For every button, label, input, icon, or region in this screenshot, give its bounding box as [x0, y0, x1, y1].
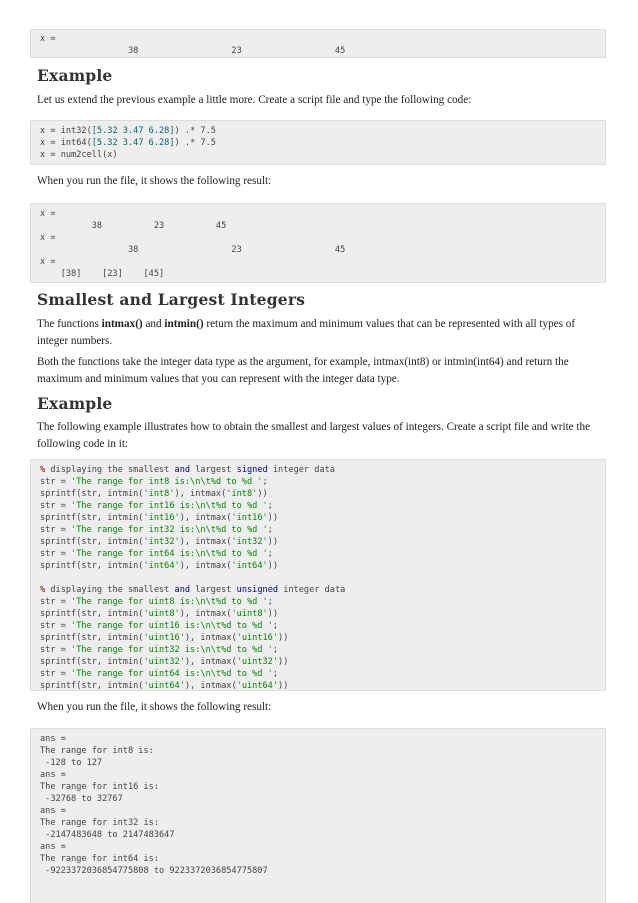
code-block-script-2: [30, 459, 606, 691]
code-line: sprintf(str, intmin('uint64'), intmax('uint64')): [40, 681, 289, 691]
code-line: The range for int8 is:: [40, 746, 154, 756]
code-line: str = 'The range for uint64 is:\n\t%d to %d ';: [40, 669, 279, 679]
code-line: str = 'The range for uint16 is:\n\t%d to %d ';: [40, 621, 279, 631]
code-line: -2147483648 to 2147483647: [40, 830, 175, 840]
code-line: sprintf(str, intmin('int64'), intmax('int64')): [40, 561, 279, 571]
code-line: sprintf(str, intmin('uint16'), intmax('uint16')): [40, 633, 289, 643]
paragraph-both-functions: Both the functions take the integer data type as the argument, for example, intmax(int8) or intmin(int64) and return the maximum and minimum values that you can represent with the integer data type.: [37, 356, 569, 385]
heading-example-1: Example: [37, 66, 113, 85]
code-line: The range for int16 is:: [40, 782, 159, 792]
functions-suffix-text: return the maximum and minimum values that can be represented with all types of integer numbers.: [37, 318, 576, 347]
code-line: sprintf(str, intmin('int16'), intmax('int16')): [40, 513, 279, 523]
code-line: ans =: [40, 770, 66, 780]
code-line: str = 'The range for uint32 is:\n\t%d to %d ';: [40, 645, 279, 655]
code-line: str = 'The range for int32 is:\n\t%d to %d ';: [40, 525, 273, 535]
code-line: -9223372036854775808 to 9223372036854775807: [40, 866, 268, 876]
code-line: x = num2cell(x): [40, 150, 118, 160]
functions-and-text: and: [142, 318, 165, 330]
paragraph-result-1: When you run the file, it shows the following result:: [37, 175, 272, 187]
code-line: sprintf(str, intmin('int32'), intmax('int32')): [40, 537, 279, 547]
code-line: The range for int64 is:: [40, 854, 159, 864]
code-line: x = int32([5.32 3.47 6.28]) .* 7.5: [40, 126, 216, 136]
code-line: 38 23 45: [40, 46, 346, 56]
code-block-script-1: [30, 120, 606, 165]
code-line: sprintf(str, intmin('uint8'), intmax('uint8')): [40, 609, 279, 619]
code-line: x =: [40, 257, 56, 267]
paragraph-illustrates: The following example illustrates how to obtain the smallest and largest values of integers. Create a script file and write the following code in it:: [37, 421, 591, 450]
code-line: str = 'The range for int64 is:\n\t%d to %d ';: [40, 549, 273, 559]
code-line: ans =: [40, 806, 66, 816]
code-line: x =: [40, 34, 56, 44]
code-line: % displaying the smallest and largest unsigned integer data: [40, 585, 346, 595]
code-line: sprintf(str, intmin('uint32'), intmax('uint32')): [40, 657, 289, 667]
code-block-output-1: [30, 203, 606, 283]
code-line: % displaying the smallest and largest signed integer data: [40, 465, 335, 475]
code-line: 38 23 45: [40, 245, 346, 255]
paragraph-result-2: When you run the file, it shows the following result:: [37, 701, 272, 713]
code-block-output-top: [30, 29, 606, 58]
heading-smallest-largest-integers: Smallest and Largest Integers: [37, 290, 306, 309]
code-line: ans =: [40, 734, 66, 744]
code-line: -128 to 127: [40, 758, 103, 768]
intmax-function-name: intmax(): [101, 318, 143, 330]
code-line: [40, 572, 597, 584]
code-line: sprintf(str, intmin('int8'), intmax('int8')): [40, 489, 268, 499]
code-line: str = 'The range for int8 is:\n\t%d to %d ';: [40, 477, 268, 487]
code-line: str = 'The range for uint8 is:\n\t%d to %d ';: [40, 597, 273, 607]
functions-prefix-text: The functions: [37, 318, 102, 330]
intmin-function-name: intmin(): [164, 318, 204, 330]
code-line: str = 'The range for int16 is:\n\t%d to %d ';: [40, 501, 273, 511]
heading-example-2: Example: [37, 394, 113, 413]
paragraph-extend-example: Let us extend the previous example a little more. Create a script file and type the following code:: [37, 94, 472, 106]
code-line: -32768 to 32767: [40, 794, 123, 804]
code-block-output-2: [30, 728, 606, 903]
code-line: The range for int32 is:: [40, 818, 159, 828]
code-line: x =: [40, 209, 56, 219]
code-line: [38] [23] [45]: [40, 269, 165, 279]
code-line: x =: [40, 233, 56, 243]
paragraph-intmax-intmin: [37, 316, 607, 350]
code-line: ans =: [40, 842, 66, 852]
code-line: x = int64([5.32 3.47 6.28]) .* 7.5: [40, 138, 216, 148]
code-line: 38 23 45: [40, 221, 227, 231]
